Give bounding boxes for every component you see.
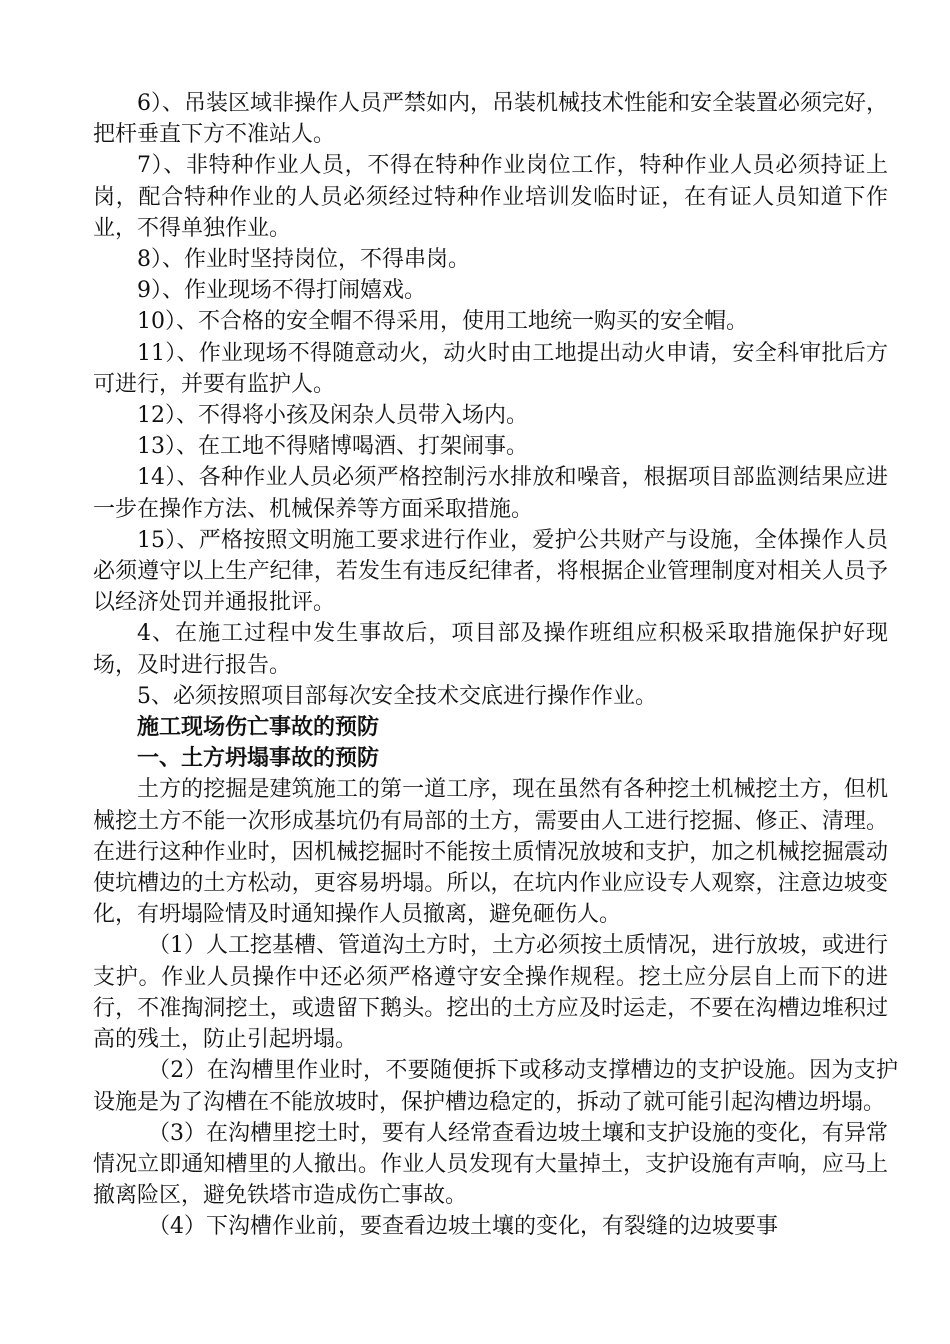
section-heading: 施工现场伤亡事故的预防 bbox=[137, 715, 380, 741]
paragraph-item-9: 9）、作业现场不得打闹嬉戏。 bbox=[137, 278, 426, 304]
paragraph-item-10: 10）、不合格的安全帽不得采用，使用工地统一购买的安全帽。 bbox=[137, 309, 748, 335]
paragraph-item-11: 11）、作业现场不得随意动火，动火时由工地提出动火申请，安全科审批后方可进行，并要有监护人。 bbox=[93, 340, 888, 397]
paragraph-item-6: 6）、吊装区域非操作人员严禁如内，吊装机械技术性能和安全装置必须完好，把杆垂直下方不准站人。 bbox=[93, 91, 888, 148]
paragraph-intro: 土方的挖掘是建筑施工的第一道工序，现在虽然有各种挖土机械挖土方，但机械挖土方不能一次形成基坑仍有局部的土方，需要由人工进行挖掘、修正、清理。在进行这种作业时，因机械挖掘时不能按土质情况放坡和支护，加之机械挖掘震动使坑槽边的土方松动，更容易坍塌。所以，在坑内作业应设专人观察，注意边坡变化，有坍塌险情及时通知操作人员撤离，避免砸伤人。 bbox=[93, 777, 888, 928]
paragraph-item-12: 12）、不得将小孩及闲杂人员带入场内。 bbox=[137, 403, 528, 429]
paragraph-section-5: 5、必须按照项目部每次安全技术交底进行操作作业。 bbox=[137, 683, 657, 709]
paragraph-item-7: 7）、非特种作业人员，不得在特种作业岗位工作，特种作业人员必须持证上岗，配合特种作业的人员必须经过特种作业培训发临时证，在有证人员知道下作业，不得单独作业。 bbox=[93, 153, 888, 241]
paragraph-rule-2: （2）在沟槽里作业时，不要随便拆下或移动支撑槽边的支护设施。因为支护设施是为了沟槽在不能放坡时，保护槽边稳定的，拆动了就可能引起沟槽边坍塌。 bbox=[93, 1058, 898, 1115]
paragraph-item-8: 8）、作业时坚持岗位，不得串岗。 bbox=[137, 247, 470, 273]
paragraph-rule-1: （1）人工挖基槽、管道沟土方时，土方必须按土质情况，进行放坡，或进行支护。作业人员操作中还必须严格遵守安全操作规程。挖土应分层自上而下的进行，不准掏洞挖土，或遗留下鹅头。挖出的土方应及时运走，不要在沟槽边堆积过高的残土，防止引起坍塌。 bbox=[93, 933, 888, 1053]
paragraph-section-4: 4、在施工过程中发生事故后，项目部及操作班组应积极采取措施保护好现场，及时进行报告。 bbox=[93, 621, 888, 678]
paragraph-rule-4: （4）下沟槽作业前，要查看边坡土壤的变化，有裂缝的边坡要事 bbox=[148, 1214, 778, 1240]
subsection-heading: 一、土方坍塌事故的预防 bbox=[137, 746, 380, 772]
document-page bbox=[93, 88, 898, 1243]
paragraph-rule-3: （3）在沟槽里挖土时，要有人经常查看边坡土壤和支护设施的变化，有异常情况立即通知槽里的人撤出。作业人员发现有大量掉土，支护设施有声响，应马上撤离险区，避免铁塔市造成伤亡事故。 bbox=[93, 1120, 888, 1209]
paragraph-item-15: 15）、严格按照文明施工要求进行作业，爱护公共财产与设施，全体操作人员必须遵守以上生产纪律，若发生有违反纪律者，将根据企业管理制度对相关人员予以经济处罚并通报批评。 bbox=[93, 527, 888, 616]
paragraph-item-13: 13）、在工地不得赌博喝酒、打架闹事。 bbox=[137, 434, 528, 460]
paragraph-item-14: 14）、各种作业人员必须严格控制污水排放和噪音，根据项目部监测结果应进一步在操作方法、机械保养等方面采取措施。 bbox=[93, 465, 888, 522]
